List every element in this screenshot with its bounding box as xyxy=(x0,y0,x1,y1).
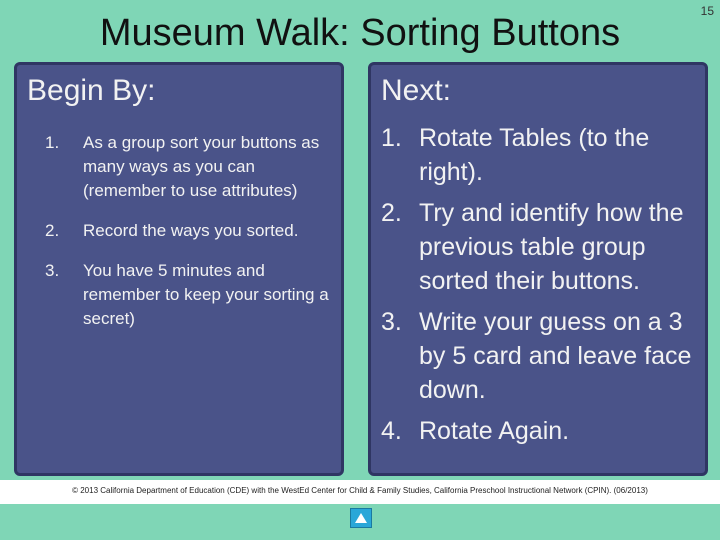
begin-by-panel xyxy=(14,62,344,476)
list-item xyxy=(17,219,341,243)
nav-up-button[interactable] xyxy=(350,508,372,528)
list-item-text: Rotate Again. xyxy=(419,417,570,445)
list-item-text: Record the ways you sorted. xyxy=(83,221,299,240)
list-item xyxy=(371,305,705,407)
list-item-number: 2. xyxy=(381,199,402,227)
list-item xyxy=(17,259,341,331)
list-item-text: You have 5 minutes and remember to keep your sorting a secret) xyxy=(83,261,329,328)
slide-title: Museum Walk: Sorting Buttons xyxy=(99,12,621,54)
list-item-text: Try and identify how the previous table group sorted their buttons. xyxy=(419,199,684,295)
list-item-text: As a group sort your buttons as many ways as you can (remember to use attributes) xyxy=(83,133,320,200)
list-item-number: 1. xyxy=(45,133,60,152)
list-item-text: Write your guess on a 3 by 5 card and leave face down. xyxy=(419,308,692,404)
page-number: 15 xyxy=(700,4,714,18)
list-item-number: 3. xyxy=(45,261,60,280)
list-item-number: 1. xyxy=(381,124,402,152)
next-panel xyxy=(368,62,708,476)
list-item-number: 3. xyxy=(381,308,402,336)
list-item-number: 2. xyxy=(45,221,60,240)
list-item xyxy=(371,196,705,298)
list-item-text: Rotate Tables (to the right). xyxy=(419,124,650,186)
up-arrow-icon xyxy=(354,512,368,524)
copyright-footer: © 2013 California Department of Education (CDE) with the WestEd Center for Child & Family Studies, California Preschool Instructional Network (CPIN). (06/2013) xyxy=(72,486,648,495)
next-heading: Next: xyxy=(381,74,452,107)
begin-by-list xyxy=(17,131,341,331)
list-item xyxy=(371,121,705,189)
begin-by-heading: Begin By: xyxy=(27,74,156,107)
list-item xyxy=(371,414,705,448)
next-list xyxy=(371,121,705,448)
list-item-number: 4. xyxy=(381,417,402,445)
list-item xyxy=(17,131,341,203)
